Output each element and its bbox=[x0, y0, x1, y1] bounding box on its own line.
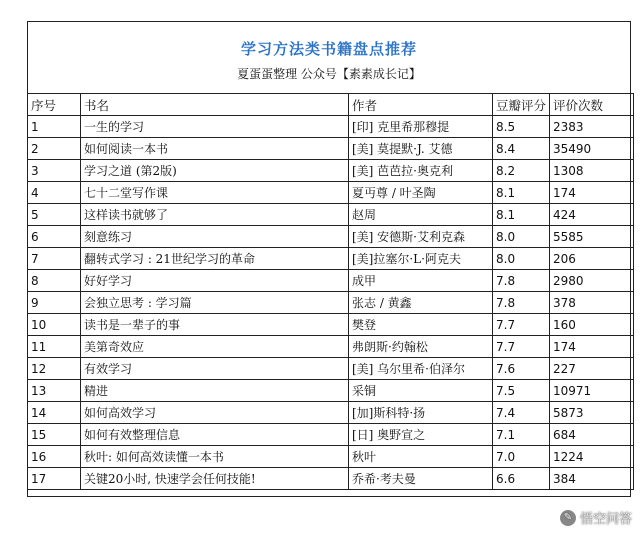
cell-count: 424 bbox=[550, 204, 634, 226]
cell-score: 8.5 bbox=[493, 116, 550, 138]
cell-number: 12 bbox=[28, 358, 81, 380]
cell-number: 16 bbox=[28, 446, 81, 468]
cell-score: 8.2 bbox=[493, 160, 550, 182]
book-table bbox=[27, 93, 634, 490]
table-header-row bbox=[28, 94, 634, 116]
cell-score: 7.1 bbox=[493, 424, 550, 446]
cell-author: [美] 乌尔里希·伯泽尔 bbox=[349, 358, 493, 380]
cell-title: 如何阅读一本书 bbox=[81, 138, 349, 160]
cell-title: 七十二堂写作课 bbox=[81, 182, 349, 204]
cell-score: 7.4 bbox=[493, 402, 550, 424]
cell-number: 11 bbox=[28, 336, 81, 358]
header-author: 作者 bbox=[349, 94, 493, 116]
cell-count: 378 bbox=[550, 292, 634, 314]
cell-score: 8.4 bbox=[493, 138, 550, 160]
cell-count: 2980 bbox=[550, 270, 634, 292]
cell-number: 8 bbox=[28, 270, 81, 292]
header-number: 序号 bbox=[28, 94, 81, 116]
cell-author: 夏丏尊 / 叶圣陶 bbox=[349, 182, 493, 204]
cell-count: 227 bbox=[550, 358, 634, 380]
cell-author: [加]斯科特·扬 bbox=[349, 402, 493, 424]
cell-title: 精进 bbox=[81, 380, 349, 402]
page-title: 学习方法类书籍盘点推荐 bbox=[240, 40, 417, 58]
cell-count: 10971 bbox=[550, 380, 634, 402]
cell-score: 7.7 bbox=[493, 314, 550, 336]
cell-title: 有效学习 bbox=[81, 358, 349, 380]
cell-title: 这样读书就够了 bbox=[81, 204, 349, 226]
header-count: 评价次数 bbox=[550, 94, 634, 116]
cell-count: 174 bbox=[550, 182, 634, 204]
cell-number: 5 bbox=[28, 204, 81, 226]
page-subtitle: 夏蛋蛋整理 公众号【素素成长记】 bbox=[237, 67, 421, 81]
watermark bbox=[560, 508, 632, 527]
table-row bbox=[28, 182, 634, 204]
cell-score: 8.1 bbox=[493, 204, 550, 226]
cell-author: 秋叶 bbox=[349, 446, 493, 468]
cell-count: 206 bbox=[550, 248, 634, 270]
cell-number: 14 bbox=[28, 402, 81, 424]
table-row bbox=[28, 446, 634, 468]
chat-bubble-icon: ✎ bbox=[560, 510, 576, 526]
cell-author: [美] 莫提默·J. 艾德 bbox=[349, 138, 493, 160]
cell-number: 4 bbox=[28, 182, 81, 204]
cell-title: 一生的学习 bbox=[81, 116, 349, 138]
cell-author: [日] 奥野宣之 bbox=[349, 424, 493, 446]
cell-title: 美第奇效应 bbox=[81, 336, 349, 358]
cell-title: 如何有效整理信息 bbox=[81, 424, 349, 446]
cell-number: 17 bbox=[28, 468, 81, 490]
cell-title: 如何高效学习 bbox=[81, 402, 349, 424]
cell-score: 7.8 bbox=[493, 270, 550, 292]
table-row bbox=[28, 160, 634, 182]
table-row bbox=[28, 468, 634, 490]
cell-number: 1 bbox=[28, 116, 81, 138]
cell-title: 会独立思考 : 学习篇 bbox=[81, 292, 349, 314]
cell-title: 刻意练习 bbox=[81, 226, 349, 248]
cell-author: 樊登 bbox=[349, 314, 493, 336]
book-list-sheet bbox=[27, 21, 631, 497]
cell-author: [印] 克里希那穆提 bbox=[349, 116, 493, 138]
cell-count: 1224 bbox=[550, 446, 634, 468]
table-row bbox=[28, 204, 634, 226]
table-row bbox=[28, 226, 634, 248]
cell-author: [美] 安德斯·艾利克森 bbox=[349, 226, 493, 248]
cell-number: 15 bbox=[28, 424, 81, 446]
watermark-text: 悟空问答 bbox=[579, 512, 632, 527]
cell-author: 弗朗斯·约翰松 bbox=[349, 336, 493, 358]
cell-count: 2383 bbox=[550, 116, 634, 138]
table-row bbox=[28, 358, 634, 380]
table-row bbox=[28, 116, 634, 138]
cell-number: 7 bbox=[28, 248, 81, 270]
cell-title: 学习之道 (第2版) bbox=[81, 160, 349, 182]
cell-author: [美] 芭芭拉·奥克利 bbox=[349, 160, 493, 182]
cell-author: 赵周 bbox=[349, 204, 493, 226]
table-row bbox=[28, 292, 634, 314]
cell-count: 35490 bbox=[550, 138, 634, 160]
cell-author: 采铜 bbox=[349, 380, 493, 402]
cell-count: 174 bbox=[550, 336, 634, 358]
cell-count: 160 bbox=[550, 314, 634, 336]
cell-number: 3 bbox=[28, 160, 81, 182]
cell-score: 6.6 bbox=[493, 468, 550, 490]
cell-author: 乔希·考夫曼 bbox=[349, 468, 493, 490]
table-row bbox=[28, 380, 634, 402]
cell-title: 翻转式学习 : 21世纪学习的革命 bbox=[81, 248, 349, 270]
cell-score: 7.5 bbox=[493, 380, 550, 402]
cell-author: [美]拉塞尔·L·阿克夫 bbox=[349, 248, 493, 270]
cell-count: 5585 bbox=[550, 226, 634, 248]
cell-author: 张志 / 黄鑫 bbox=[349, 292, 493, 314]
cell-count: 5873 bbox=[550, 402, 634, 424]
cell-number: 9 bbox=[28, 292, 81, 314]
table-row bbox=[28, 248, 634, 270]
cell-score: 8.0 bbox=[493, 226, 550, 248]
cell-score: 8.1 bbox=[493, 182, 550, 204]
cell-number: 13 bbox=[28, 380, 81, 402]
cell-number: 10 bbox=[28, 314, 81, 336]
header-score: 豆瓣评分 bbox=[493, 94, 550, 116]
cell-title: 好好学习 bbox=[81, 270, 349, 292]
table-row bbox=[28, 402, 634, 424]
cell-score: 7.8 bbox=[493, 292, 550, 314]
table-row bbox=[28, 424, 634, 446]
cell-count: 1308 bbox=[550, 160, 634, 182]
cell-title: 秋叶: 如何高效读懂一本书 bbox=[81, 446, 349, 468]
cell-score: 7.0 bbox=[493, 446, 550, 468]
cell-count: 684 bbox=[550, 424, 634, 446]
table-row bbox=[28, 314, 634, 336]
cell-score: 7.7 bbox=[493, 336, 550, 358]
cell-title: 关键20小时, 快速学会任何技能! bbox=[81, 468, 349, 490]
cell-score: 7.6 bbox=[493, 358, 550, 380]
cell-count: 384 bbox=[550, 468, 634, 490]
cell-author: 成甲 bbox=[349, 270, 493, 292]
table-row bbox=[28, 138, 634, 160]
table-row bbox=[28, 270, 634, 292]
cell-number: 2 bbox=[28, 138, 81, 160]
cell-title: 读书是一辈子的事 bbox=[81, 314, 349, 336]
table-row bbox=[28, 336, 634, 358]
header-title: 书名 bbox=[81, 94, 349, 116]
cell-number: 6 bbox=[28, 226, 81, 248]
cell-score: 8.0 bbox=[493, 248, 550, 270]
